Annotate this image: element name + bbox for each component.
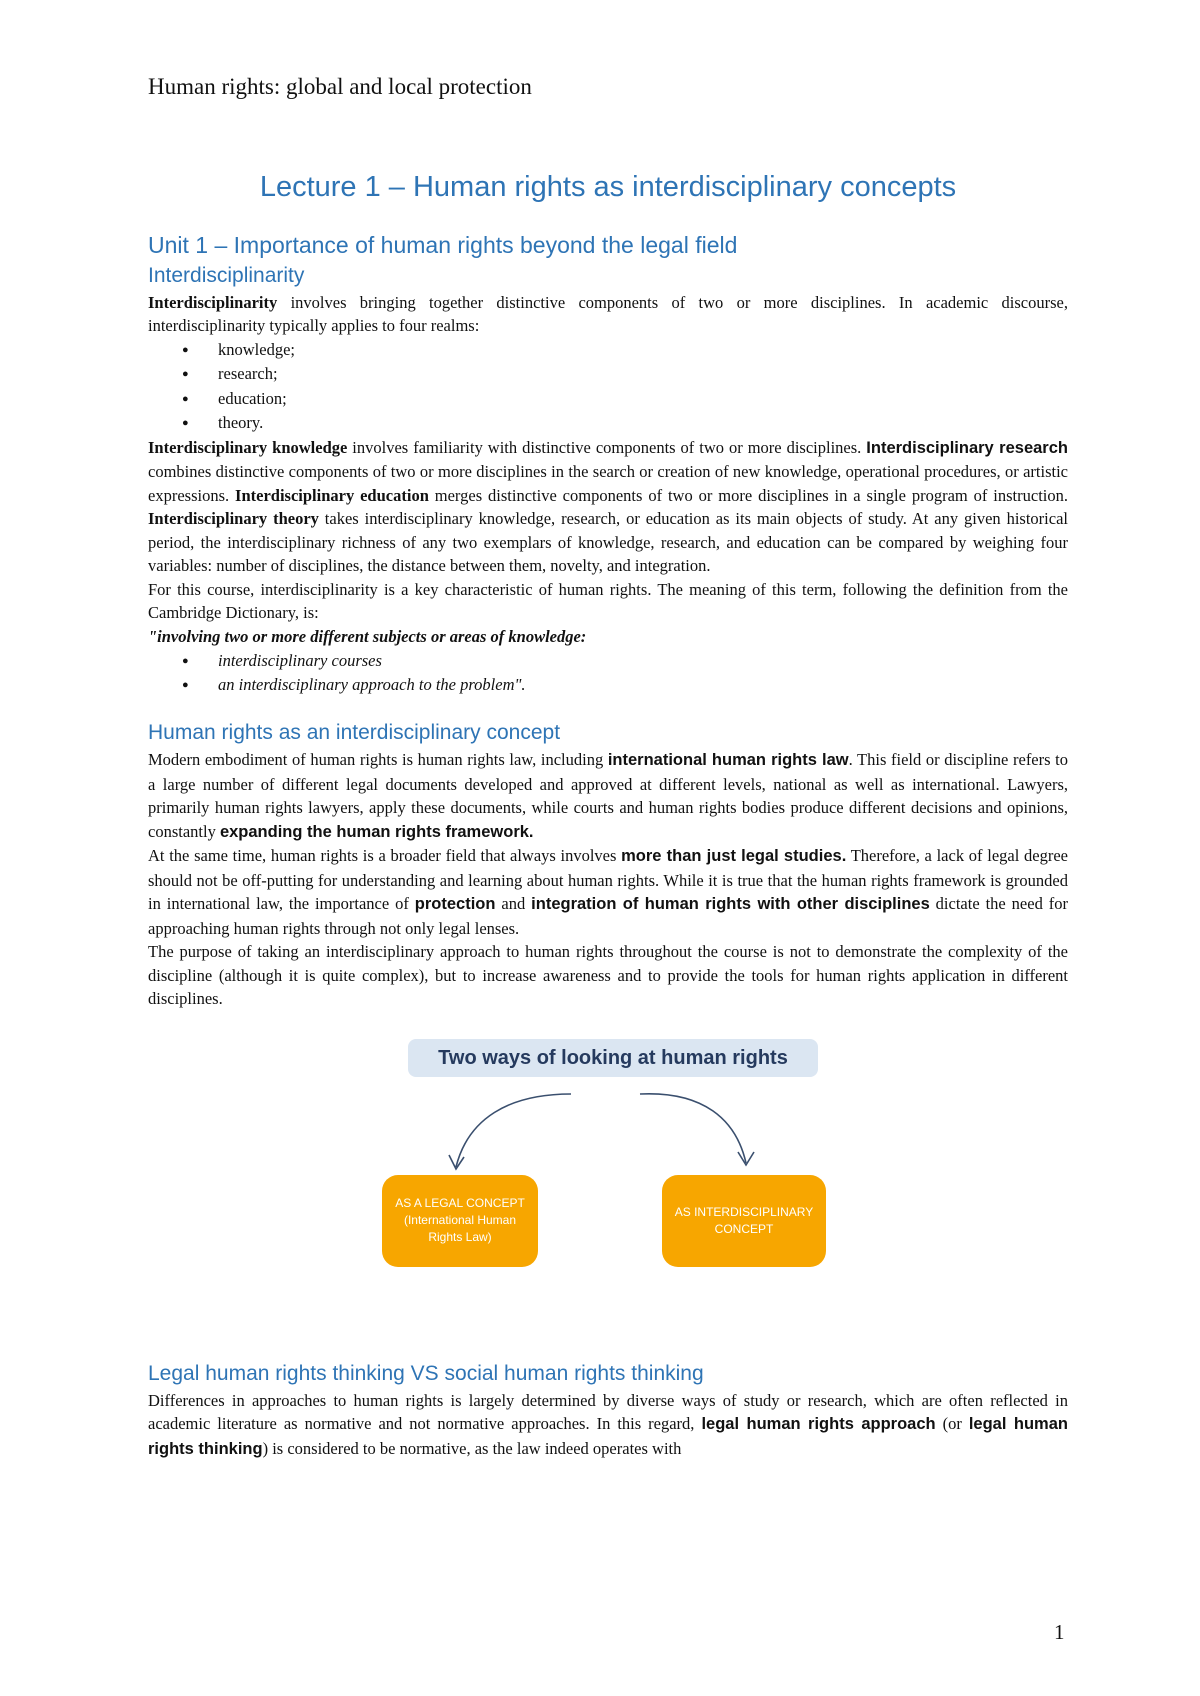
paragraph-text: (or xyxy=(935,1414,969,1434)
term-bold: Interdisciplinary education xyxy=(235,485,429,505)
legal-concept-box xyxy=(382,1175,538,1267)
paragraph xyxy=(148,748,1068,844)
definitions-paragraph xyxy=(148,436,1068,578)
paragraph-text: merges distinctive components of two or more disciplines in a single program of instruction. xyxy=(428,485,1068,505)
box-label: AS INTERDISCIPLINARY xyxy=(674,1204,814,1219)
realms-list xyxy=(148,338,1068,436)
page-content xyxy=(148,170,1068,1461)
paragraph xyxy=(148,844,1068,940)
term-bold: Interdisciplinary knowledge xyxy=(148,437,348,457)
term-bold: Interdisciplinary theory xyxy=(148,509,319,529)
diagram-title: Two ways of looking at human rights xyxy=(408,1039,818,1077)
paragraph-text: At the same time, human rights is a broader field that always involves xyxy=(148,846,622,866)
section-heading: Human rights as an interdisciplinary concept xyxy=(148,720,561,744)
paragraph-text: involves familiarity with distinctive components of two or more disciplines. xyxy=(347,437,867,457)
box-label: Rights Law) xyxy=(428,1230,492,1245)
paragraph-text: ) is considered to be normative, as the law indeed operates with xyxy=(262,1438,682,1458)
interdisciplinary-concept-box xyxy=(662,1175,826,1267)
term-bold: expanding the human rights framework. xyxy=(219,822,534,841)
box-label: AS A LEGAL CONCEPT xyxy=(395,1196,525,1211)
dictionary-quote: "involving two or more different subjects or areas of knowledge: xyxy=(148,626,587,646)
term-bold: protection xyxy=(414,895,496,914)
list-item: ● knowledge; xyxy=(218,338,1068,363)
diagram-arrows xyxy=(148,1039,1068,1301)
paragraph-text: and xyxy=(495,894,532,914)
paragraph: The purpose of taking an interdisciplinary approach to human rights throughout the course is not to demonstrate the complexity of the discipline (although it is quite complex), but to increase awareness and to provide the tools for human rights application in different disciplines. xyxy=(148,942,1068,1009)
paragraph xyxy=(148,1389,1068,1462)
paragraph-text: involves bringing together distinctive components of two or more disciplines. In academic discourse, interdisciplinarity typically applies to four realms: xyxy=(148,292,1068,336)
examples-list xyxy=(148,649,1068,698)
section-heading: Legal human rights thinking VS social human rights thinking xyxy=(148,1361,704,1385)
paragraph-text: dictate the need for approaching human rights through not only legal lenses. xyxy=(148,894,1068,938)
left-arrow-icon xyxy=(456,1094,571,1167)
term-bold: more than just legal studies. xyxy=(621,847,847,866)
interdisciplinarity-heading: Interdisciplinarity xyxy=(148,263,305,287)
paragraph-text: Modern embodiment of human rights is human rights law, including xyxy=(148,750,608,770)
two-ways-diagram xyxy=(148,1039,1068,1301)
term-bold: Interdisciplinarity xyxy=(148,292,278,312)
box-label: CONCEPT xyxy=(714,1221,774,1236)
lecture-title: Lecture 1 – Human rights as interdisciplinary concepts xyxy=(259,171,957,203)
unit-heading: Unit 1 – Importance of human rights beyond the legal field xyxy=(148,231,738,258)
right-arrow-icon xyxy=(640,1093,746,1162)
running-header: Human rights: global and local protection xyxy=(148,74,532,99)
list-item: ● theory. xyxy=(218,411,1068,436)
term-bold: international human rights law xyxy=(607,751,849,770)
term-bold: legal human rights thinking xyxy=(148,1415,1068,1458)
paragraph-text: combines distinctive components of two or more disciplines in the search or creation of new knowledge, operational procedures, or artistic expressions. xyxy=(148,462,1068,505)
paragraph-text: Differences in approaches to human rights is largely determined by diverse ways of study or research, which are often reflected in academic literature as normative and not normative approaches. In this regard, xyxy=(148,1390,1068,1434)
box-label: (International Human xyxy=(403,1213,517,1228)
paragraph-text: . This field or discipline refers to a large number of different legal documents developed and approved at different levels, national as well as international. Lawyers, primarily human rights lawyers, apply these documents, while courts and human rights bodies produce different decisions and opinions, constantly xyxy=(148,750,1068,841)
right-arrowhead-icon xyxy=(738,1152,754,1165)
term-bold: integration of human rights with other disciplines xyxy=(531,895,930,914)
list-item: ● education; xyxy=(218,387,1068,412)
course-definition-paragraph: For this course, interdisciplinarity is a key characteristic of human rights. The meaning of this term, following the definition from the Cambridge Dictionary, is: xyxy=(148,579,1068,623)
term-bold: legal human rights approach xyxy=(701,1415,936,1434)
list-item: ● research; xyxy=(218,362,1068,387)
page-number: 1 xyxy=(1054,1620,1065,1644)
list-item: ● an interdisciplinary approach to the problem". xyxy=(218,673,1068,698)
paragraph-text: takes interdisciplinary knowledge, research, or education as its main objects of study. At any given historical period, the interdisciplinary richness of any two exemplars of knowledge, research, and education can be compared by weighing four variables: number of disciplines, the distance between them, novelty, and integration. xyxy=(148,509,1068,576)
left-arrowhead-icon xyxy=(449,1155,464,1169)
paragraph-text: Therefore, a lack of legal degree should not be off-putting for understanding and learning about human rights. While it is true that the human rights framework is grounded in international law, the importance of xyxy=(148,846,1068,914)
term-bold: Interdisciplinary research xyxy=(866,438,1068,457)
list-item: ● interdisciplinary courses xyxy=(218,649,1068,674)
intro-paragraph xyxy=(148,291,1068,338)
